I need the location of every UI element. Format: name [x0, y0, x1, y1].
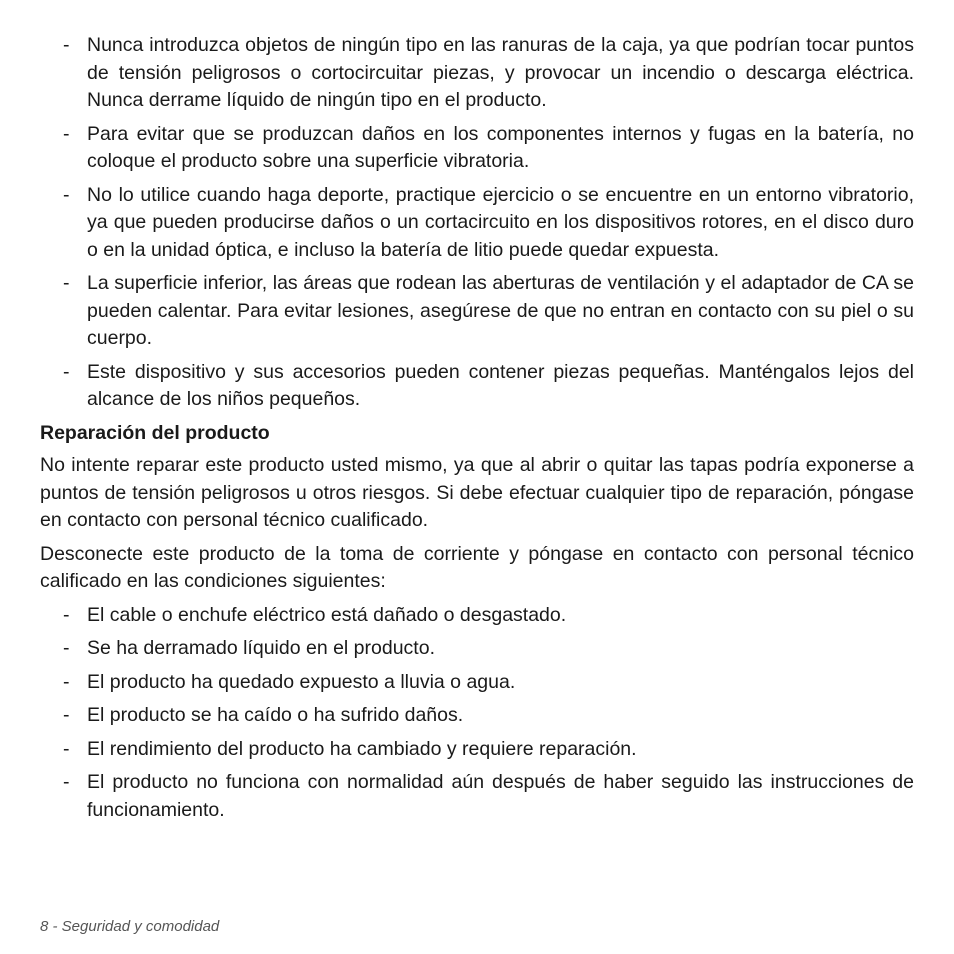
- list-item: [40, 702, 914, 730]
- body-paragraph: Desconecte este producto de la toma de corriente y póngase en contacto con personal técnico calificado en las condiciones siguientes:: [40, 542, 914, 592]
- list-item: [40, 736, 914, 764]
- list-item: [40, 359, 914, 414]
- dash-bullet: -: [63, 737, 70, 760]
- list-item-text: El producto se ha caído o ha sufrido daños.: [87, 704, 464, 726]
- list-item: [40, 182, 914, 265]
- list-item-text: No lo utilice cuando haga deporte, practique ejercicio o se encuentre en un entorno vibratorio, ya que pueden producirse daños o un cortacircuito en los dispositivos rotores, en el disco duro o en la unidad óptica, e incluso la batería de litio puede quedar expuesta.: [87, 183, 914, 261]
- list-item-text: Nunca introduzca objetos de ningún tipo en las ranuras de la caja, ya que podrían tocar puntos de tensión peligrosos o cortocircuitar piezas, y provocar un incendio o descarga eléctrica. Nunca derrame líquido de ningún tipo en el producto.: [87, 34, 914, 111]
- body-paragraph: No intente reparar este producto usted mismo, ya que al abrir o quitar las tapas podría exponerse a puntos de tensión peligrosos u otros riesgos. Si debe efectuar cualquier tipo de reparación, póngase en contacto con personal técnico cualificado.: [40, 454, 914, 531]
- dash-bullet: -: [63, 771, 70, 793]
- dash-bullet: -: [63, 272, 70, 294]
- dash-bullet: -: [63, 637, 70, 659]
- dash-bullet: -: [63, 122, 70, 145]
- list-item-text: Para evitar que se produzcan daños en los componentes internos y fugas en la batería, no coloque el producto sobre una superficie vibratoria.: [87, 122, 914, 172]
- dash-bullet: -: [63, 183, 70, 206]
- list-item: [40, 270, 914, 353]
- list-item-text: Este dispositivo y sus accesorios pueden contener piezas pequeñas. Manténgalos lejos del alcance de los niños pequeños.: [87, 360, 914, 410]
- list-item-text: Se ha derramado líquido en el producto.: [87, 637, 435, 659]
- safety-list: [40, 32, 914, 414]
- conditions-list: [40, 602, 914, 825]
- dash-bullet: -: [63, 704, 70, 726]
- list-item: [40, 635, 914, 663]
- list-item: [40, 602, 914, 630]
- list-item-text: El producto no funciona con normalidad aún después de haber seguido las instrucciones de funcionamiento.: [87, 771, 914, 821]
- list-item: [40, 121, 914, 176]
- dash-bullet: -: [63, 670, 70, 693]
- list-item-text: El producto ha quedado expuesto a lluvia o agua.: [87, 670, 516, 693]
- dash-bullet: -: [63, 360, 70, 383]
- list-item: [40, 32, 914, 115]
- list-item: [40, 769, 914, 824]
- page-content: [40, 32, 914, 830]
- section-heading: Reparación del producto: [40, 421, 270, 444]
- list-item-text: El rendimiento del producto ha cambiado y requiere reparación.: [87, 737, 637, 760]
- dash-bullet: -: [63, 603, 70, 626]
- list-item: [40, 669, 914, 697]
- page-footer: 8 - Seguridad y comodidad: [40, 918, 220, 935]
- list-item-text: El cable o enchufe eléctrico está dañado o desgastado.: [87, 603, 567, 626]
- list-item-text: La superficie inferior, las áreas que rodean las aberturas de ventilación y el adaptador de CA se pueden calentar. Para evitar lesiones, asegúrese de que no entran en contacto con su piel o su cuerpo.: [87, 272, 914, 349]
- dash-bullet: -: [63, 34, 70, 56]
